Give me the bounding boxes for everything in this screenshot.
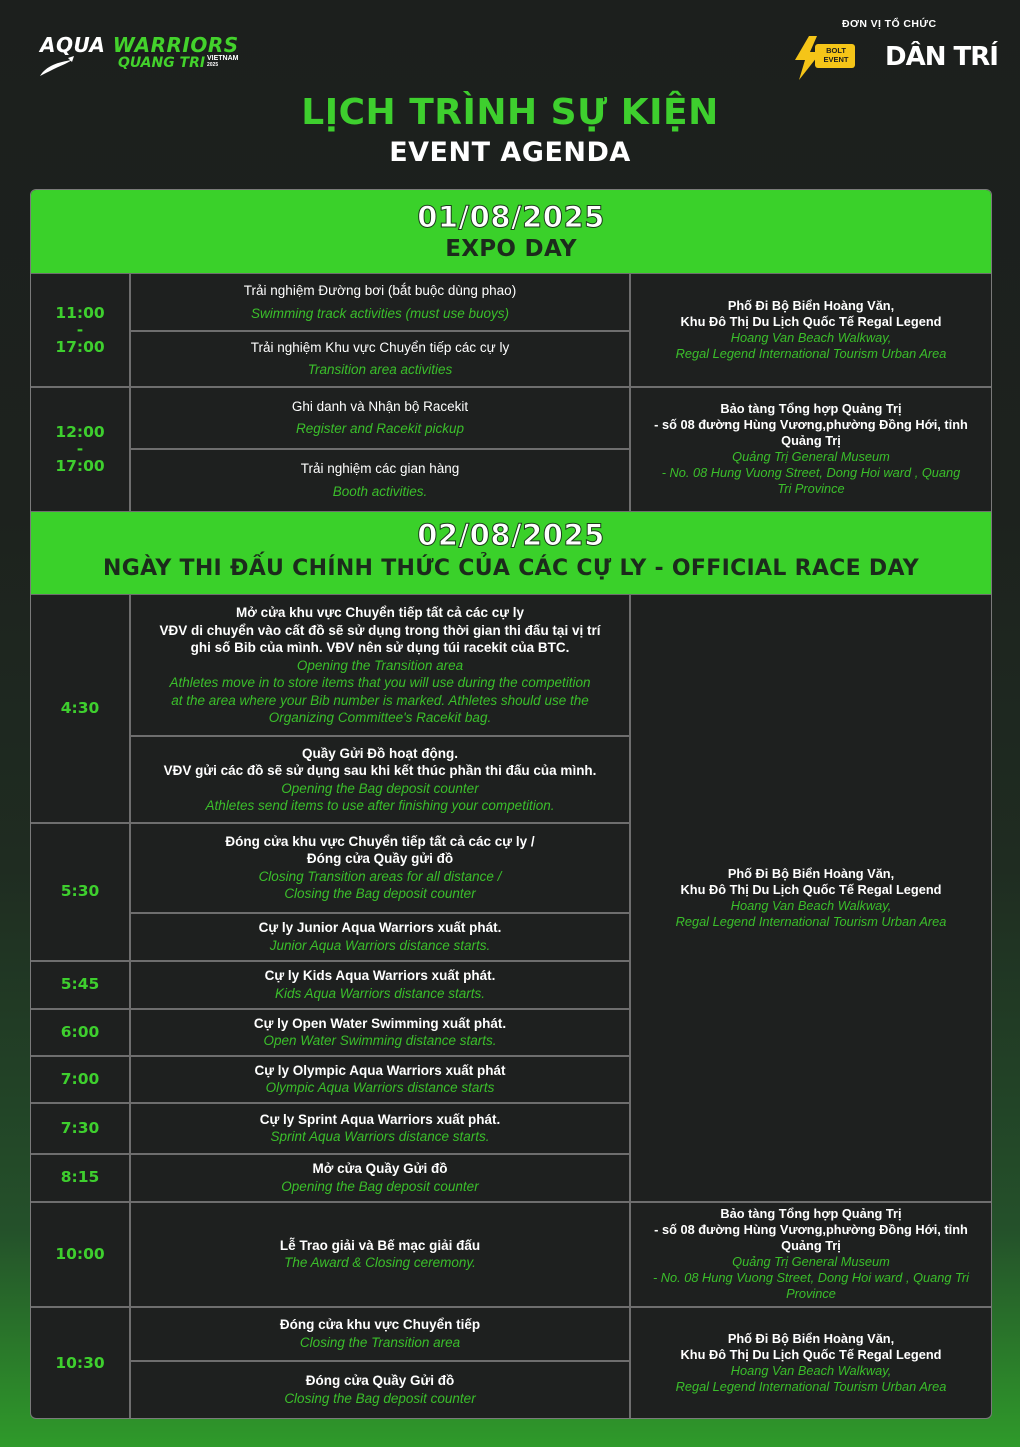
- day1-time-2: 12:00 - 17:00: [55, 422, 105, 475]
- day2-activity-sprint-start: Cự ly Sprint Aqua Warriors xuất phát. Sprint Aqua Warriors distance starts.: [259, 1111, 501, 1144]
- day2-time-0815: 8:15: [60, 1168, 100, 1186]
- logo-country: [207, 55, 239, 69]
- logo-text-warriors: WARRIORS: [112, 33, 239, 57]
- day2-time-0600: 6:00: [60, 1022, 100, 1041]
- day2-activity-bag-deposit: Quầy Gửi Đồ hoạt động. VĐV gửi các đồ sẽ sử dụng sau khi kết thúc phần thi đấu của mình. Opening the Bag deposit counter Athletes send items to use after finishing your competition.: [163, 745, 597, 813]
- day2-activity-olympic-start: Cự ly Olympic Aqua Warriors xuất phát Olympic Aqua Warriors distance starts: [254, 1062, 506, 1095]
- day2-name: NGÀY THI ĐẤU CHÍNH THỨC CỦA CÁC CỰ LY - OFFICIAL RACE DAY: [103, 556, 919, 581]
- day2-activity-close-transition: Đóng cửa khu vực Chuyển tiếp tất cả các cự ly / Đóng cửa Quầy gửi đồ Closing Transition areas for all distance / Closing the Bag deposit counter: [225, 833, 535, 901]
- day2-location-beach: Phố Đi Bộ Biển Hoàng Văn, Khu Đô Thị Du Lịch Quốc Tế Regal Legend Hoang Van Beach Walkway, Regal Legend International Tourism Urban Area: [675, 866, 947, 929]
- day2-time-0730: 7:30: [60, 1118, 100, 1137]
- day1-name: EXPO DAY: [445, 236, 577, 262]
- day1-date: 01/08/2025: [417, 200, 605, 234]
- bolt-event-logo: [793, 36, 863, 80]
- logo-text-year: 2025: [207, 62, 219, 68]
- bolt-logo-text-2: EVENT: [823, 55, 849, 64]
- day1-time-1: 11:00 - 17:00: [55, 303, 105, 356]
- day2-activity-kids-start: Cự ly Kids Aqua Warriors xuất phát. Kids Aqua Warriors distance starts.: [264, 968, 496, 1001]
- page-header: [0, 0, 1020, 185]
- day2-time-0530: 5:30: [60, 882, 100, 900]
- day1-activity-swim-track: Trải nghiệm Đường bơi (bắt buộc dùng phao) Swimming track activities (must use buoys): [243, 283, 517, 321]
- logo-text-vietnam: VIETNAM: [207, 55, 239, 62]
- day2-location-beach-final: Phố Đi Bộ Biển Hoàng Văn, Khu Đô Thị Du Lịch Quốc Tế Regal Legend Hoang Van Beach Walkway, Regal Legend International Tourism Urban Area: [675, 1330, 947, 1394]
- logo-text-aqua: AQUA: [40, 33, 106, 57]
- day1-activity-transition: Trải nghiệm Khu vực Chuyển tiếp các cự ly Transition area activities: [250, 339, 510, 377]
- dantri-logo: DÂN TRÍ: [885, 42, 998, 72]
- day2-activity-junior-start: Cự ly Junior Aqua Warriors xuất phát. Junior Aqua Warriors distance starts.: [258, 920, 502, 953]
- day2-time-0430: 4:30: [60, 699, 100, 717]
- day1-header: [31, 190, 991, 274]
- day2-activity-close-bag-counter: Đóng cửa Quầy Gửi đồ Closing the Bag deposit counter: [284, 1373, 476, 1406]
- day2-time-0545: 5:45: [60, 975, 100, 993]
- page-title-vn: LỊCH TRÌNH SỰ KIỆN: [301, 92, 719, 133]
- organizer-label: ĐƠN VỊ TỔ CHỨC: [842, 18, 937, 30]
- logo-text-quang-tri: QUANG TRI: [118, 55, 206, 71]
- day2-activity-open-bag-counter: Mở cửa Quầy Gửi đồ Opening the Bag deposit counter: [281, 1161, 479, 1194]
- day2-date: 02/08/2025: [417, 518, 605, 552]
- day2-time-1030: 10:30: [55, 1354, 105, 1372]
- bolt-logo-text-1: BOLT: [826, 46, 846, 55]
- day2-activity-open-transition: Mở cửa khu vực Chuyển tiếp tất cả các cự ly VĐV di chuyển vào cất đồ sẽ sử dụng trong thời gian thi đấu tại vị trí ghi số Bib của mình. VĐV nên sử dụng túi racekit của BTC. Opening the Transition area Athletes move in to store items that you will use during the competition at the area where your Bib number is marked. Athletes should use the Organizing Committee's Racekit bag.: [159, 605, 601, 726]
- agenda-table: [30, 189, 992, 1419]
- page-title-en: EVENT AGENDA: [389, 137, 631, 168]
- day2-time-0700: 7:00: [60, 1069, 100, 1088]
- day2-location-museum: Bảo tàng Tổng hợp Quảng Trị - số 08 đường Hùng Vương,phường Đồng Hới, tỉnh Quảng Trị Quảng Trị General Museum - No. 08 Hung Vuong Street, Dong Hoi ward , Quang Tri Province: [652, 1206, 970, 1301]
- day1-activity-racekit: Ghi danh và Nhận bộ Racekit Register and Racekit pickup: [291, 398, 469, 436]
- day1-location-museum: Bảo tàng Tổng hợp Quảng Trị - số 08 đường Hùng Vương,phường Đồng Hới, tỉnh Quảng Trị Quảng Trị General Museum - No. 08 Hung Vuong Street, Dong Hoi ward , Quang Tri Province: [654, 401, 968, 496]
- day2-header: [31, 512, 991, 595]
- day1-location-beach: Phố Đi Bộ Biển Hoàng Văn, Khu Đô Thị Du Lịch Quốc Tế Regal Legend Hoang Van Beach Walkway, Regal Legend International Tourism Urban Area: [675, 298, 947, 361]
- day2-activity-close-transition-final: Đóng cửa khu vực Chuyển tiếp Closing the Transition area: [279, 1317, 481, 1350]
- day2-activity-award-ceremony: Lễ Trao giải và Bế mạc giải đấu The Award & Closing ceremony.: [279, 1237, 481, 1270]
- day2-activity-openwater-start: Cự ly Open Water Swimming xuất phát. Open Water Swimming distance starts.: [253, 1015, 507, 1048]
- day1-activity-booth: Trải nghiệm các gian hàng Booth activities.: [300, 461, 460, 499]
- day2-time-1000: 10:00: [55, 1244, 105, 1263]
- whale-icon: [38, 56, 76, 78]
